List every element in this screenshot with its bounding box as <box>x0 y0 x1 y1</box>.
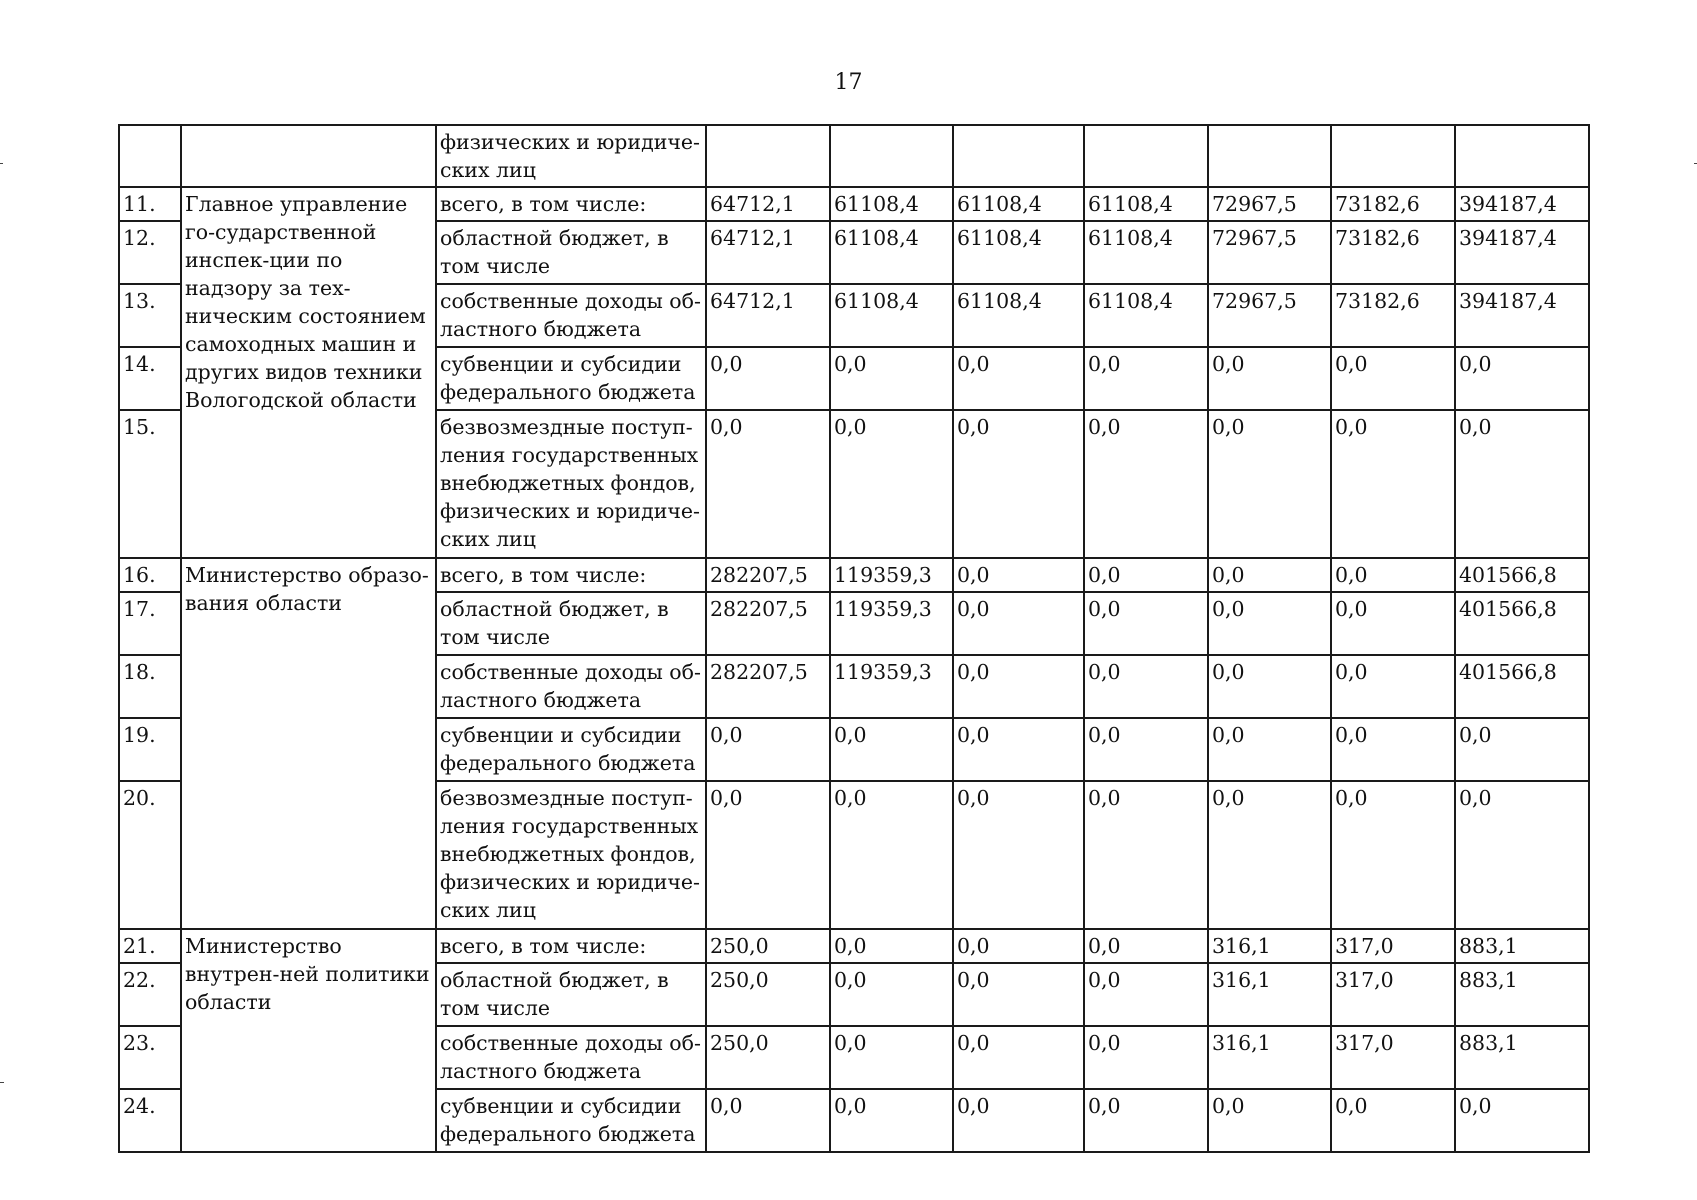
value-cell: 394187,4 <box>1455 284 1589 347</box>
value-cell: 0,0 <box>953 963 1084 1026</box>
description-cell: безвозмездные поступ-ления государственных внебюджетных фондов, физических и юридиче-ских лиц <box>436 781 706 929</box>
value-cell: 0,0 <box>1455 347 1589 410</box>
value-cell: 401566,8 <box>1455 592 1589 655</box>
value-cell <box>1331 125 1455 187</box>
value-cell: 61108,4 <box>830 221 953 284</box>
value-cell: 61108,4 <box>953 221 1084 284</box>
value-cell <box>830 125 953 187</box>
value-cell: 0,0 <box>1208 718 1331 781</box>
value-cell: 250,0 <box>706 929 830 963</box>
table-body <box>119 125 1589 1152</box>
value-cell: 61108,4 <box>1084 187 1208 221</box>
value-cell: 316,1 <box>1208 963 1331 1026</box>
value-cell: 0,0 <box>1331 655 1455 718</box>
value-cell: 883,1 <box>1455 1026 1589 1089</box>
value-cell: 61108,4 <box>953 187 1084 221</box>
description-cell: областной бюджет, в том числе <box>436 963 706 1026</box>
value-cell: 0,0 <box>1084 1026 1208 1089</box>
value-cell: 0,0 <box>706 781 830 929</box>
description-cell: собственные доходы об-ластного бюджета <box>436 655 706 718</box>
value-cell: 0,0 <box>1208 410 1331 558</box>
value-cell: 61108,4 <box>1084 221 1208 284</box>
row-number-cell: 20. <box>119 781 181 929</box>
value-cell: 0,0 <box>1331 718 1455 781</box>
value-cell: 0,0 <box>953 1026 1084 1089</box>
value-cell: 0,0 <box>1455 718 1589 781</box>
description-cell: всего, в том числе: <box>436 187 706 221</box>
value-cell: 0,0 <box>953 558 1084 592</box>
description-cell: физических и юридиче-ских лиц <box>436 125 706 187</box>
value-cell: 317,0 <box>1331 929 1455 963</box>
value-cell: 0,0 <box>953 781 1084 929</box>
row-number-cell: 11. <box>119 187 181 221</box>
row-number-cell: 24. <box>119 1089 181 1152</box>
value-cell: 282207,5 <box>706 558 830 592</box>
table-row <box>119 929 1589 963</box>
description-cell: субвенции и субсидии федерального бюджета <box>436 1089 706 1152</box>
value-cell: 0,0 <box>1084 929 1208 963</box>
value-cell: 64712,1 <box>706 284 830 347</box>
value-cell: 0,0 <box>1455 781 1589 929</box>
value-cell: 0,0 <box>1331 410 1455 558</box>
value-cell: 0,0 <box>830 410 953 558</box>
description-cell: субвенции и субсидии федерального бюджета <box>436 718 706 781</box>
value-cell: 0,0 <box>706 718 830 781</box>
value-cell: 119359,3 <box>830 558 953 592</box>
value-cell: 0,0 <box>1208 655 1331 718</box>
row-number-cell: 21. <box>119 929 181 963</box>
value-cell: 883,1 <box>1455 963 1589 1026</box>
value-cell: 61108,4 <box>830 284 953 347</box>
value-cell: 0,0 <box>953 929 1084 963</box>
value-cell: 0,0 <box>830 929 953 963</box>
value-cell: 394187,4 <box>1455 187 1589 221</box>
value-cell: 0,0 <box>953 410 1084 558</box>
value-cell: 0,0 <box>1084 781 1208 929</box>
row-number-cell: 23. <box>119 1026 181 1089</box>
organization-cell: Министерство внутрен-ней политики области <box>181 929 436 1152</box>
value-cell: 0,0 <box>1455 410 1589 558</box>
value-cell: 401566,8 <box>1455 558 1589 592</box>
value-cell: 0,0 <box>953 347 1084 410</box>
value-cell: 0,0 <box>830 347 953 410</box>
value-cell: 316,1 <box>1208 1026 1331 1089</box>
value-cell: 883,1 <box>1455 929 1589 963</box>
value-cell <box>1455 125 1589 187</box>
row-number-cell: 15. <box>119 410 181 558</box>
value-cell: 0,0 <box>830 1089 953 1152</box>
value-cell: 0,0 <box>830 718 953 781</box>
row-number-cell: 14. <box>119 347 181 410</box>
value-cell: 0,0 <box>830 1026 953 1089</box>
value-cell: 250,0 <box>706 1026 830 1089</box>
value-cell: 282207,5 <box>706 655 830 718</box>
description-cell: безвозмездные поступ-ления государственных внебюджетных фондов, физических и юридиче-ских лиц <box>436 410 706 558</box>
value-cell: 394187,4 <box>1455 221 1589 284</box>
description-cell: всего, в том числе: <box>436 929 706 963</box>
row-number-cell: 18. <box>119 655 181 718</box>
description-cell: собственные доходы об-ластного бюджета <box>436 1026 706 1089</box>
description-cell: областной бюджет, в том числе <box>436 221 706 284</box>
value-cell: 72967,5 <box>1208 221 1331 284</box>
value-cell: 0,0 <box>1084 410 1208 558</box>
value-cell <box>1208 125 1331 187</box>
value-cell: 0,0 <box>1084 347 1208 410</box>
value-cell <box>953 125 1084 187</box>
organization-cell: Главное управление го-сударственной инспек-ции по надзору за тех-ническим состоянием самоходных машин и других видов техники Вологодской области <box>181 187 436 558</box>
value-cell: 73182,6 <box>1331 221 1455 284</box>
description-cell: субвенции и субсидии федерального бюджета <box>436 347 706 410</box>
value-cell: 0,0 <box>1084 718 1208 781</box>
value-cell: 250,0 <box>706 963 830 1026</box>
value-cell: 0,0 <box>1208 781 1331 929</box>
value-cell: 0,0 <box>1331 781 1455 929</box>
value-cell: 316,1 <box>1208 929 1331 963</box>
value-cell: 0,0 <box>1084 1089 1208 1152</box>
value-cell <box>706 125 830 187</box>
table-row <box>119 187 1589 221</box>
value-cell: 64712,1 <box>706 221 830 284</box>
organization-cell <box>181 125 436 187</box>
value-cell: 0,0 <box>1208 592 1331 655</box>
value-cell: 61108,4 <box>830 187 953 221</box>
value-cell: 317,0 <box>1331 1026 1455 1089</box>
value-cell: 0,0 <box>1208 347 1331 410</box>
value-cell <box>1084 125 1208 187</box>
row-number-cell: 17. <box>119 592 181 655</box>
row-number-cell: 19. <box>119 718 181 781</box>
value-cell: 0,0 <box>1084 592 1208 655</box>
value-cell: 0,0 <box>706 1089 830 1152</box>
value-cell: 72967,5 <box>1208 187 1331 221</box>
description-cell: областной бюджет, в том числе <box>436 592 706 655</box>
value-cell: 0,0 <box>1331 592 1455 655</box>
margin-tick <box>0 163 3 164</box>
row-number-cell: 13. <box>119 284 181 347</box>
value-cell: 119359,3 <box>830 655 953 718</box>
organization-cell: Министерство образо-вания области <box>181 558 436 929</box>
value-cell: 0,0 <box>1455 1089 1589 1152</box>
table-row <box>119 558 1589 592</box>
continuation-row <box>119 125 1589 187</box>
row-number-cell: 16. <box>119 558 181 592</box>
page-number: 17 <box>834 70 863 95</box>
value-cell: 0,0 <box>953 718 1084 781</box>
value-cell: 0,0 <box>1331 1089 1455 1152</box>
value-cell: 72967,5 <box>1208 284 1331 347</box>
description-cell: собственные доходы об-ластного бюджета <box>436 284 706 347</box>
value-cell: 0,0 <box>830 963 953 1026</box>
value-cell: 0,0 <box>1084 558 1208 592</box>
value-cell: 61108,4 <box>1084 284 1208 347</box>
value-cell: 0,0 <box>1208 558 1331 592</box>
value-cell: 0,0 <box>1208 1089 1331 1152</box>
value-cell: 0,0 <box>830 781 953 929</box>
value-cell: 0,0 <box>706 347 830 410</box>
value-cell: 61108,4 <box>953 284 1084 347</box>
value-cell: 0,0 <box>706 410 830 558</box>
value-cell: 317,0 <box>1331 963 1455 1026</box>
value-cell: 401566,8 <box>1455 655 1589 718</box>
margin-tick <box>0 1082 4 1083</box>
value-cell: 119359,3 <box>830 592 953 655</box>
value-cell: 0,0 <box>953 655 1084 718</box>
row-number-cell <box>119 125 181 187</box>
value-cell: 0,0 <box>953 1089 1084 1152</box>
value-cell: 282207,5 <box>706 592 830 655</box>
description-cell: всего, в том числе: <box>436 558 706 592</box>
value-cell: 0,0 <box>953 592 1084 655</box>
row-number-cell: 22. <box>119 963 181 1026</box>
row-number-cell: 12. <box>119 221 181 284</box>
value-cell: 0,0 <box>1331 558 1455 592</box>
value-cell: 0,0 <box>1084 655 1208 718</box>
value-cell: 73182,6 <box>1331 284 1455 347</box>
value-cell: 64712,1 <box>706 187 830 221</box>
value-cell: 0,0 <box>1331 347 1455 410</box>
budget-table <box>118 124 1590 1153</box>
value-cell: 73182,6 <box>1331 187 1455 221</box>
value-cell: 0,0 <box>1084 963 1208 1026</box>
